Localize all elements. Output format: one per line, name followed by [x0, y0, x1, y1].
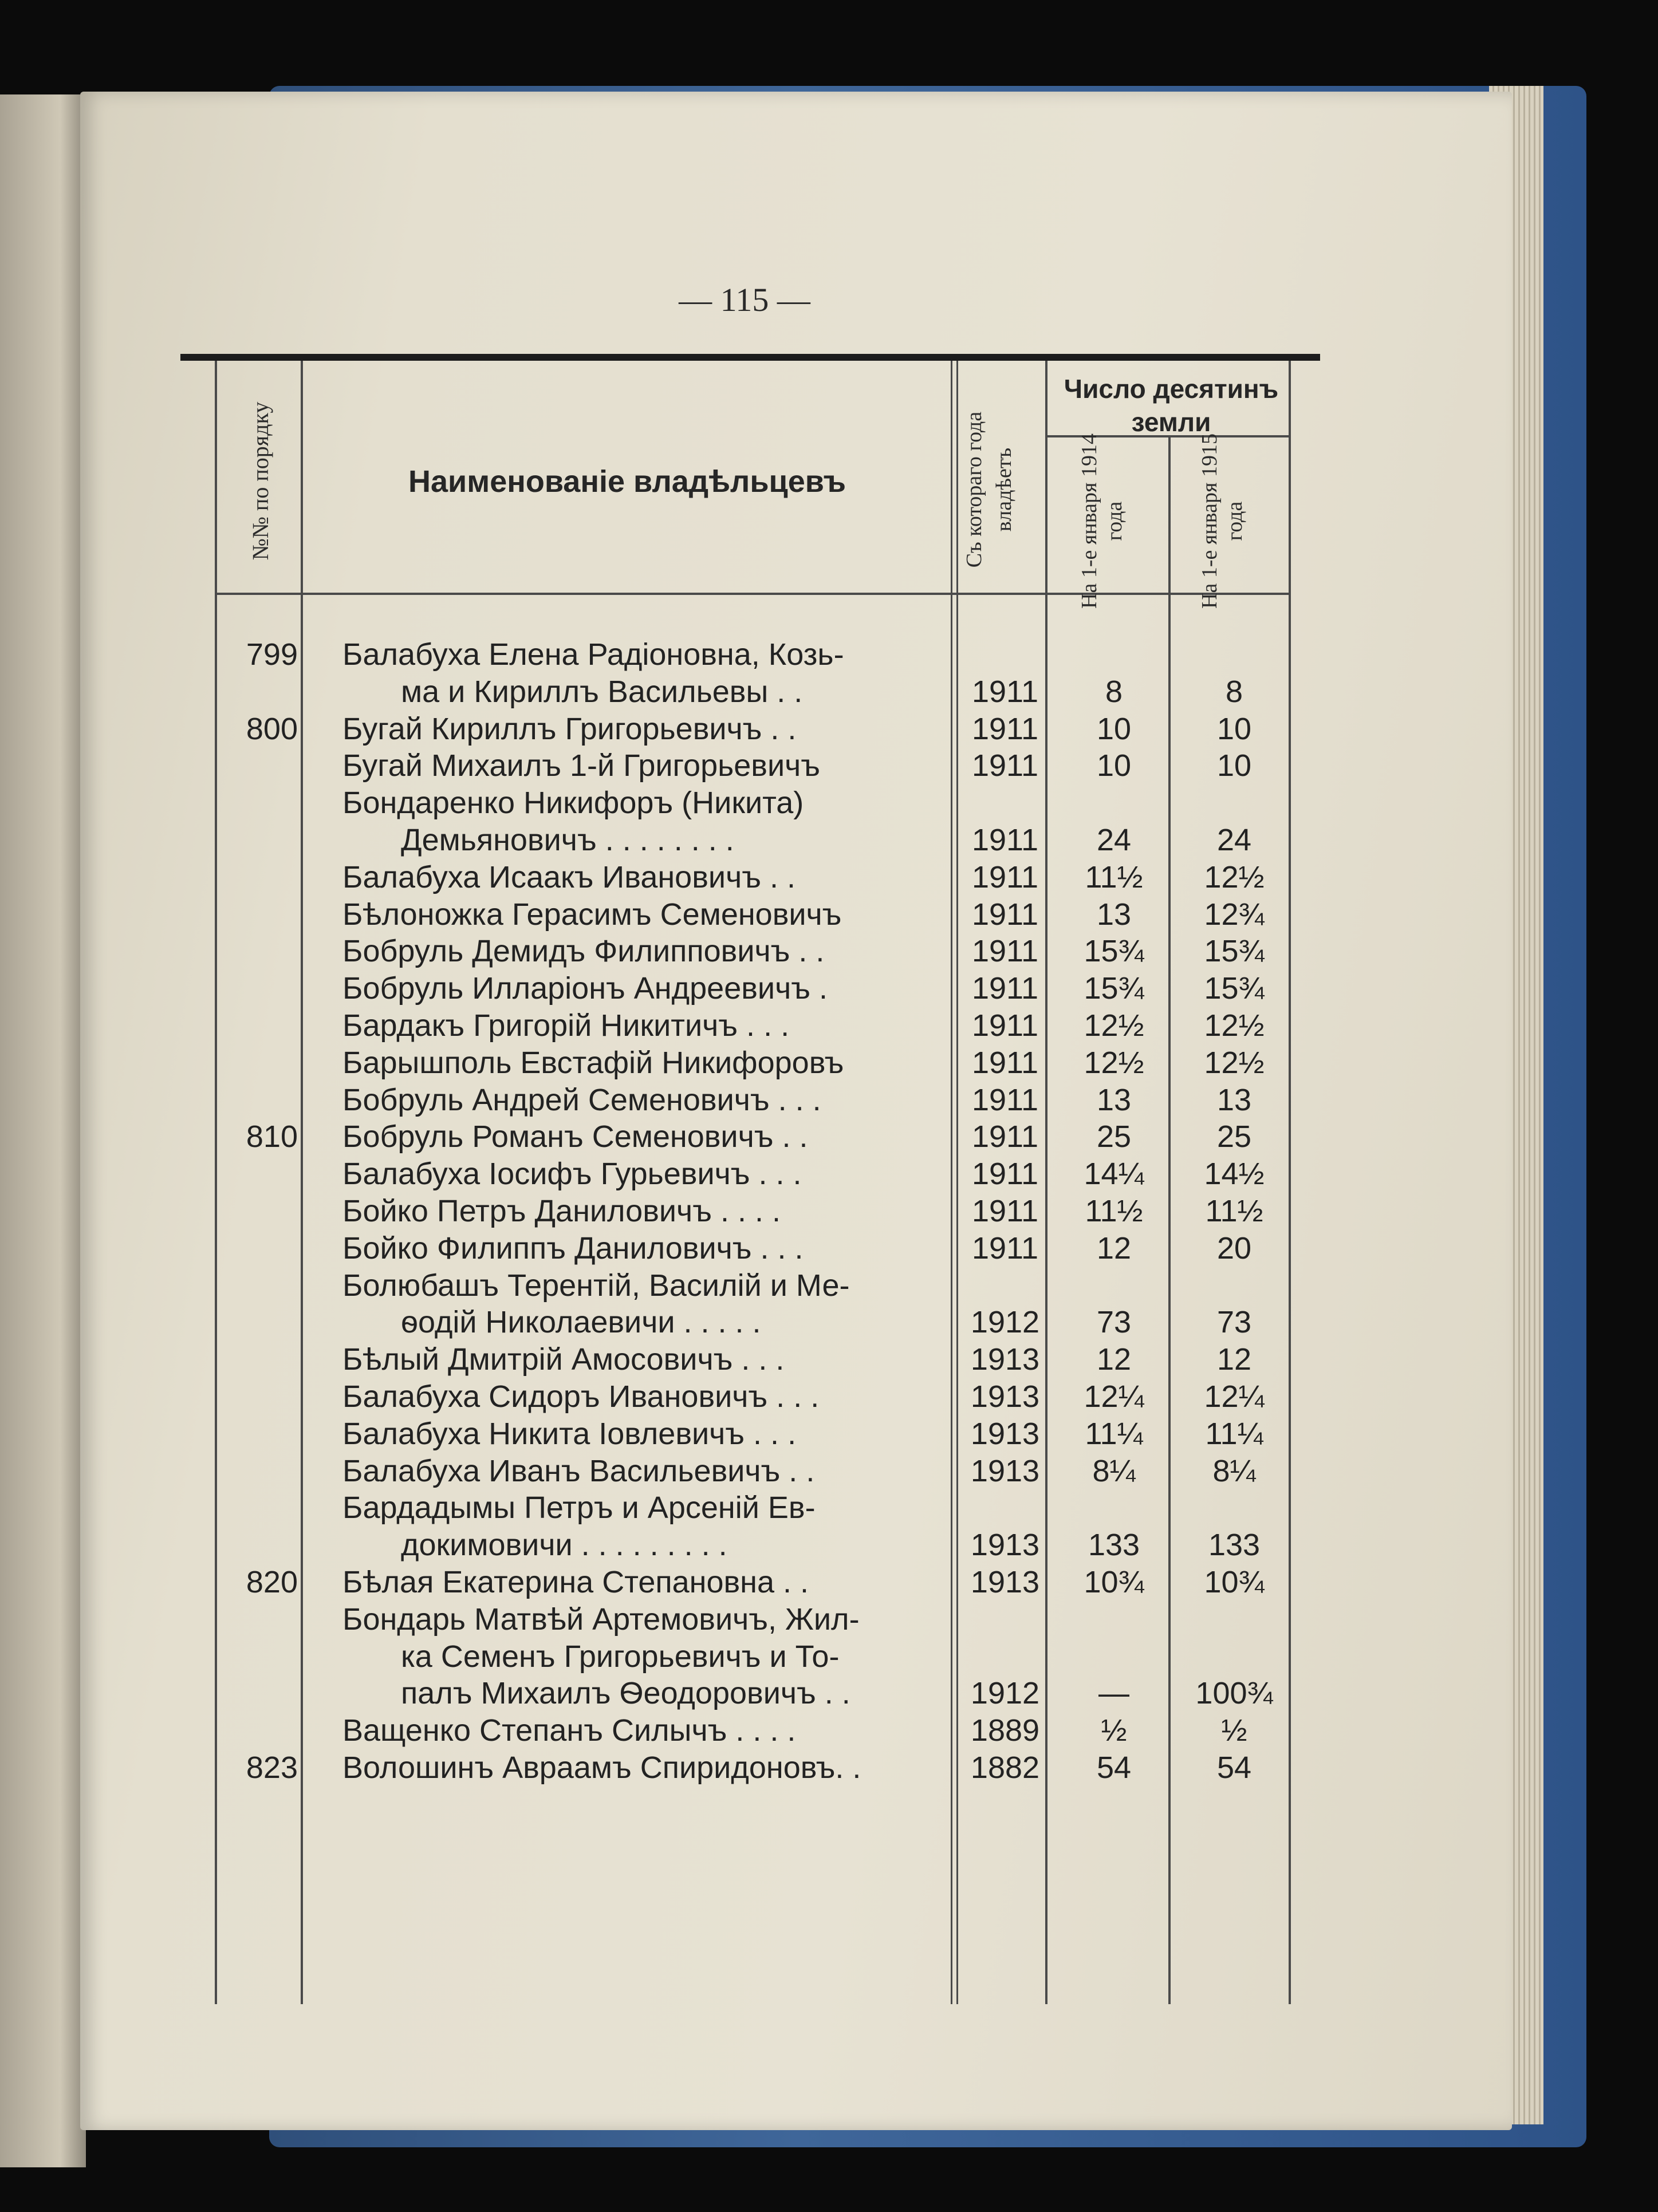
land-1915: 10 [1216, 711, 1252, 746]
owner-name: ка Семенъ Григорьевичъ и То- [401, 1639, 840, 1674]
land-1914: 14¼ [1084, 1157, 1144, 1192]
table-row [0, 1416, 1658, 1453]
owner-name: Бойко Филиппъ Даниловичъ . . . [342, 1231, 804, 1265]
header-owner-name: Наименованіе владѣльцевъ [408, 464, 846, 499]
table-row [0, 1119, 1658, 1156]
table-row [0, 1675, 1658, 1712]
table-row [0, 674, 1658, 711]
owner-name: Бардакъ Григорій Никитичъ . . . [342, 1008, 790, 1043]
owner-name: Балабуха Исаакъ Ивановичъ . . [342, 859, 795, 894]
since-year: 1911 [971, 859, 1039, 894]
table-row [0, 1008, 1658, 1044]
top-rule [180, 354, 1320, 361]
owner-name: Бугай Михаилъ 1-й Григорьевичъ [342, 748, 821, 783]
table-row [0, 1564, 1658, 1601]
land-1915: 73 [1216, 1305, 1252, 1340]
owner-name: Балабуха Иванъ Васильевичъ . . [342, 1453, 815, 1488]
table-row [0, 822, 1658, 859]
land-1914: 12½ [1084, 1045, 1144, 1080]
owner-name: Бардадымы Петръ и Арсеній Ев- [342, 1491, 816, 1525]
row-number: 820 [246, 1565, 298, 1599]
table-row [0, 1231, 1658, 1267]
table-row [0, 785, 1658, 822]
owner-name: Бондаренко Никифоръ (Никита) [342, 786, 804, 821]
land-1915: 15¾ [1204, 934, 1265, 969]
table-row [0, 1082, 1658, 1119]
owner-name: Бобруль Андрей Семеновичъ . . . [342, 1082, 821, 1117]
land-1915: 8 [1225, 674, 1243, 709]
land-1915: 54 [1216, 1750, 1252, 1785]
land-1915: 24 [1216, 823, 1252, 857]
table-row [0, 1713, 1658, 1749]
land-1915: 25 [1216, 1119, 1252, 1154]
owner-name: Бѣлая Екатерина Степановна . . [342, 1565, 809, 1599]
owner-name: Балабуха Никита Іовлевичъ . . . [342, 1416, 797, 1451]
since-year: 1911 [971, 1157, 1039, 1192]
owner-name: Бондарь Матвѣй Артемовичъ, Жил- [342, 1602, 860, 1637]
since-year: 1911 [971, 1194, 1039, 1228]
land-1915: 13 [1216, 1082, 1252, 1117]
since-year: 1911 [971, 1045, 1039, 1080]
table-row [0, 1045, 1658, 1082]
owner-name: Бобруль Илларіонъ Андреевичъ . [342, 971, 828, 1006]
owner-name: Бугай Кириллъ Григорьевичъ . . [342, 711, 797, 746]
table-row [0, 897, 1658, 933]
since-year: 1912 [970, 1305, 1040, 1340]
since-year: 1911 [971, 934, 1039, 969]
since-year: 1911 [971, 897, 1039, 932]
table-row [0, 1602, 1658, 1638]
land-1914: 10 [1096, 748, 1132, 783]
owner-name: ѳодій Николаевичи . . . . . [401, 1305, 761, 1340]
land-1914: 11¼ [1085, 1416, 1143, 1451]
land-1915: 11¼ [1205, 1416, 1263, 1451]
table-row [0, 859, 1658, 896]
header-1914: На 1-е января 1914 года [1077, 433, 1127, 609]
table-row [0, 1453, 1658, 1490]
land-1914: 73 [1096, 1305, 1132, 1340]
since-year: 1912 [970, 1676, 1040, 1711]
land-1914: 24 [1096, 823, 1132, 857]
table-row [0, 1304, 1658, 1341]
owner-name: Балабуха Сидоръ Ивановичъ . . . [342, 1379, 820, 1414]
land-1915: ½ [1221, 1713, 1247, 1748]
owner-name: Бойко Петръ Даниловичъ . . . . [342, 1194, 781, 1228]
since-year: 1911 [971, 823, 1039, 857]
table-row [0, 1527, 1658, 1564]
land-1915: 15¾ [1204, 971, 1265, 1006]
owner-name: Балабуха Елена Радіоновна, Козь- [342, 637, 844, 672]
since-year: 1911 [971, 711, 1039, 746]
land-1914: 8¼ [1092, 1453, 1136, 1488]
land-1915: 20 [1216, 1231, 1252, 1265]
owner-name: Волошинъ Авраамъ Спиридоновъ. . [342, 1750, 861, 1785]
table-row [0, 1750, 1658, 1787]
land-1914: 12¼ [1084, 1379, 1144, 1414]
table-row [0, 933, 1658, 970]
land-1915: 12½ [1204, 1045, 1265, 1080]
land-1914: 15¾ [1084, 934, 1144, 969]
since-year: 1911 [971, 971, 1039, 1006]
header-since-year: Съ котораго года владѣетъ [962, 411, 1016, 568]
owner-name: Ващенко Степанъ Силычъ . . . . [342, 1713, 796, 1748]
owner-name: Бобруль Романъ Семеновичъ . . [342, 1119, 808, 1154]
owner-name: докимовичи . . . . . . . . . [401, 1528, 727, 1563]
owner-name: палъ Михаилъ Ѳеодоровичъ . . [401, 1676, 850, 1711]
land-1915: 12 [1216, 1342, 1252, 1377]
table-row [0, 1639, 1658, 1675]
land-1915: 100¾ [1195, 1676, 1273, 1711]
header-1915: На 1-е января 1915 года [1198, 433, 1247, 609]
header-land-count: Число десятинъ земли [1064, 374, 1279, 437]
table-row [0, 1490, 1658, 1527]
table-row [0, 1342, 1658, 1378]
land-1914: 10 [1096, 711, 1132, 746]
land-1915: 12½ [1204, 1008, 1265, 1043]
land-1914: 13 [1096, 1082, 1132, 1117]
owner-name: Бѣлоножка Герасимъ Семеновичъ [342, 897, 842, 932]
since-year: 1913 [970, 1416, 1040, 1451]
land-1914: 15¾ [1084, 971, 1144, 1006]
land-1915: 12½ [1204, 859, 1265, 894]
owner-name: Барышполь Евстафій Никифоровъ [342, 1045, 844, 1080]
land-1914: — [1098, 1676, 1129, 1711]
since-year: 1911 [971, 748, 1039, 783]
owner-name: Бѣлый Дмитрій Амосовичъ . . . [342, 1342, 785, 1377]
since-year: 1889 [970, 1713, 1040, 1748]
table-row [0, 1379, 1658, 1415]
land-1915: 14½ [1204, 1157, 1265, 1192]
page-number: — 115 — [679, 281, 810, 318]
table-row [0, 711, 1658, 748]
land-1915: 8¼ [1212, 1453, 1256, 1488]
since-year: 1913 [970, 1453, 1040, 1488]
land-1915: 10 [1216, 748, 1252, 783]
since-year: 1913 [970, 1342, 1040, 1377]
land-1914: ½ [1101, 1713, 1127, 1748]
land-1914: 11½ [1085, 1194, 1143, 1228]
row-number: 810 [246, 1119, 298, 1154]
table-row [0, 1193, 1658, 1230]
land-1915: 10¾ [1204, 1565, 1265, 1599]
land-1914: 12 [1096, 1231, 1132, 1265]
land-1914: 25 [1096, 1119, 1132, 1154]
land-1915: 12¼ [1204, 1379, 1265, 1414]
owner-name: Демьяновичъ . . . . . . . . [401, 823, 734, 857]
owner-name: Балабуха Іосифъ Гурьевичъ . . . [342, 1157, 802, 1192]
land-1915: 11½ [1205, 1194, 1263, 1228]
land-1915: 133 [1208, 1528, 1261, 1563]
since-year: 1882 [970, 1750, 1040, 1785]
row-number: 799 [246, 637, 298, 672]
land-1914: 13 [1096, 897, 1132, 932]
land-1915: 12¾ [1204, 897, 1265, 932]
since-year: 1913 [970, 1379, 1040, 1414]
land-1914: 11½ [1085, 859, 1143, 894]
since-year: 1913 [970, 1528, 1040, 1563]
table-row [0, 748, 1658, 784]
table-row [0, 1156, 1658, 1193]
since-year: 1911 [971, 1008, 1039, 1043]
land-1914: 54 [1096, 1750, 1132, 1785]
owner-name: ма и Кириллъ Васильевы . . [401, 674, 803, 709]
table-row [0, 637, 1658, 673]
since-year: 1911 [971, 674, 1039, 709]
owner-name: Бобруль Демидъ Филипповичъ . . [342, 934, 825, 969]
row-number: 823 [246, 1750, 298, 1785]
header-number: №№ по порядку [247, 401, 273, 561]
land-1914: 133 [1088, 1528, 1140, 1563]
since-year: 1911 [971, 1082, 1039, 1117]
land-1914: 10¾ [1084, 1565, 1144, 1599]
land-1914: 12½ [1084, 1008, 1144, 1043]
row-number: 800 [246, 711, 298, 746]
since-year: 1911 [971, 1231, 1039, 1265]
owner-name: Болюбашъ Терентій, Василій и Ме- [342, 1268, 850, 1303]
since-year: 1911 [971, 1119, 1039, 1154]
table-row [0, 1268, 1658, 1304]
table-row [0, 971, 1658, 1007]
land-1914: 12 [1096, 1342, 1132, 1377]
land-1914: 8 [1105, 674, 1123, 709]
since-year: 1913 [970, 1565, 1040, 1599]
